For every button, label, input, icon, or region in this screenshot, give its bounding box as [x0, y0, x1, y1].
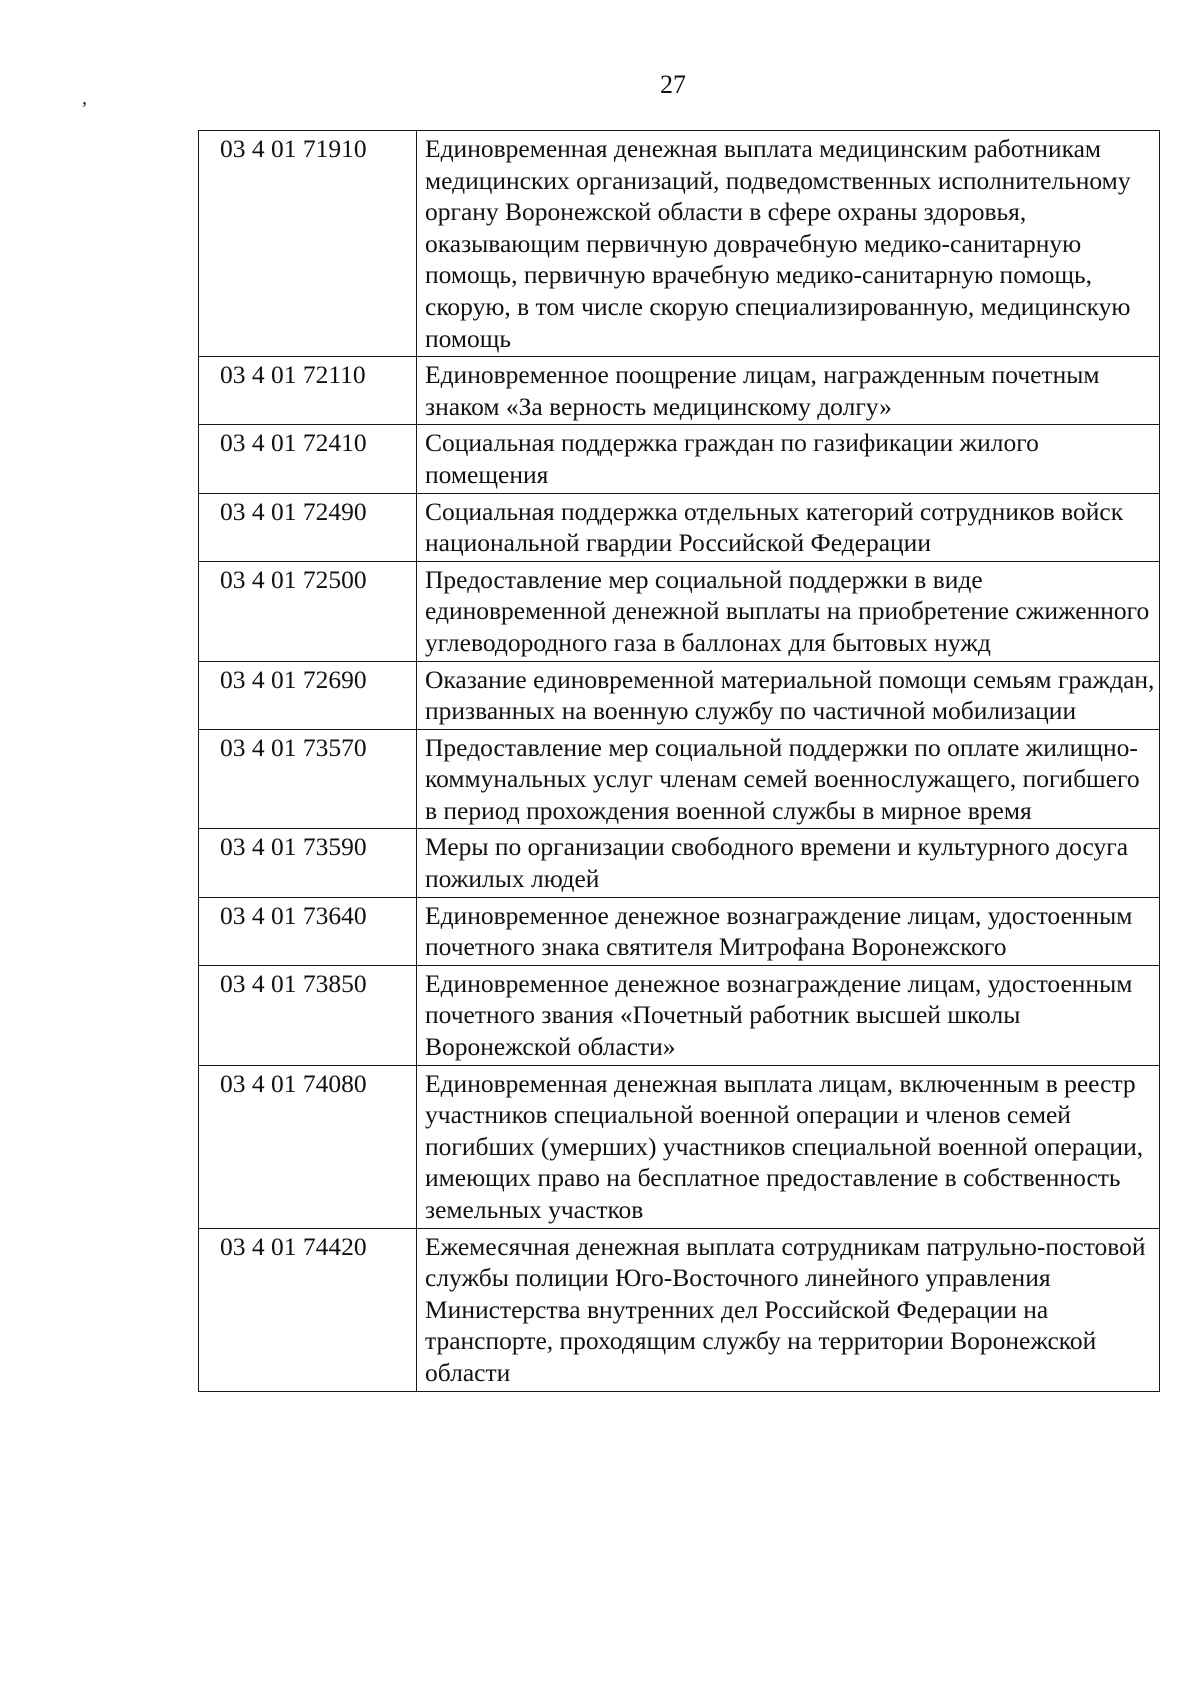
row-description: Единовременное денежное вознаграждение лицам, удостоенным почетного звания «Почетный работник высшей школы Воронежской области»	[417, 965, 1160, 1065]
table-row	[199, 561, 1160, 661]
row-description: Предоставление мер социальной поддержки по оплате жилищно-коммунальных услуг членам семей военнослужащего, погибшего в период прохождения военной службы в мирное время	[417, 729, 1160, 829]
row-code: 03 4 01 73590	[199, 829, 417, 897]
row-code: 03 4 01 73850	[199, 965, 417, 1065]
table-row	[199, 493, 1160, 561]
table-row	[199, 965, 1160, 1065]
stray-mark: ,	[82, 87, 87, 109]
table-row	[199, 897, 1160, 965]
row-description: Единовременная денежная выплата медицинским работникам медицинских организаций, подведомственных исполнительному органу Воронежской области в сфере охраны здоровья, оказывающим первичную доврачебную медико-санитарную помощь, первичную врачебную медико-санитарную помощь, скорую, в том числе скорую специализированную, медицинскую помощь	[417, 131, 1160, 357]
table-row	[199, 131, 1160, 357]
row-description: Социальная поддержка граждан по газификации жилого помещения	[417, 425, 1160, 493]
table-row	[199, 1228, 1160, 1391]
row-description: Единовременное денежное вознаграждение лицам, удостоенным почетного знака святителя Митрофана Воронежского	[417, 897, 1160, 965]
table-row	[199, 829, 1160, 897]
row-description: Единовременная денежная выплата лицам, включенным в реестр участников специальной военной операции и членов семей погибших (умерших) участников специальной военной операции, имеющих право на бесплатное предоставление в собственность земельных участков	[417, 1065, 1160, 1228]
table-row	[199, 729, 1160, 829]
row-description: Единовременное поощрение лицам, награжденным почетным знаком «За верность медицинскому долгу»	[417, 357, 1160, 425]
row-code: 03 4 01 74080	[199, 1065, 417, 1228]
budget-codes-table	[198, 130, 1160, 1392]
table-row	[199, 661, 1160, 729]
row-description: Меры по организации свободного времени и культурного досуга пожилых людей	[417, 829, 1160, 897]
table-row	[199, 1065, 1160, 1228]
row-code: 03 4 01 71910	[199, 131, 417, 357]
row-description: Социальная поддержка отдельных категорий сотрудников войск национальной гвардии Российской Федерации	[417, 493, 1160, 561]
table-row	[199, 425, 1160, 493]
row-description: Ежемесячная денежная выплата сотрудникам патрульно-постовой службы полиции Юго-Восточного линейного управления Министерства внутренних дел Российской Федерации на транспорте, проходящим службу на территории Воронежской области	[417, 1228, 1160, 1391]
row-code: 03 4 01 72490	[199, 493, 417, 561]
row-code: 03 4 01 73570	[199, 729, 417, 829]
page-number: 27	[660, 70, 686, 99]
row-code: 03 4 01 73640	[199, 897, 417, 965]
row-code: 03 4 01 74420	[199, 1228, 417, 1391]
table-row	[199, 357, 1160, 425]
row-code: 03 4 01 72410	[199, 425, 417, 493]
row-code: 03 4 01 72110	[199, 357, 417, 425]
row-code: 03 4 01 72500	[199, 561, 417, 661]
row-code: 03 4 01 72690	[199, 661, 417, 729]
row-description: Предоставление мер социальной поддержки в виде единовременной денежной выплаты на приобретение сжиженного углеводородного газа в баллонах для бытовых нужд	[417, 561, 1160, 661]
row-description: Оказание единовременной материальной помощи семьям граждан, призванных на военную службу по частичной мобилизации	[417, 661, 1160, 729]
